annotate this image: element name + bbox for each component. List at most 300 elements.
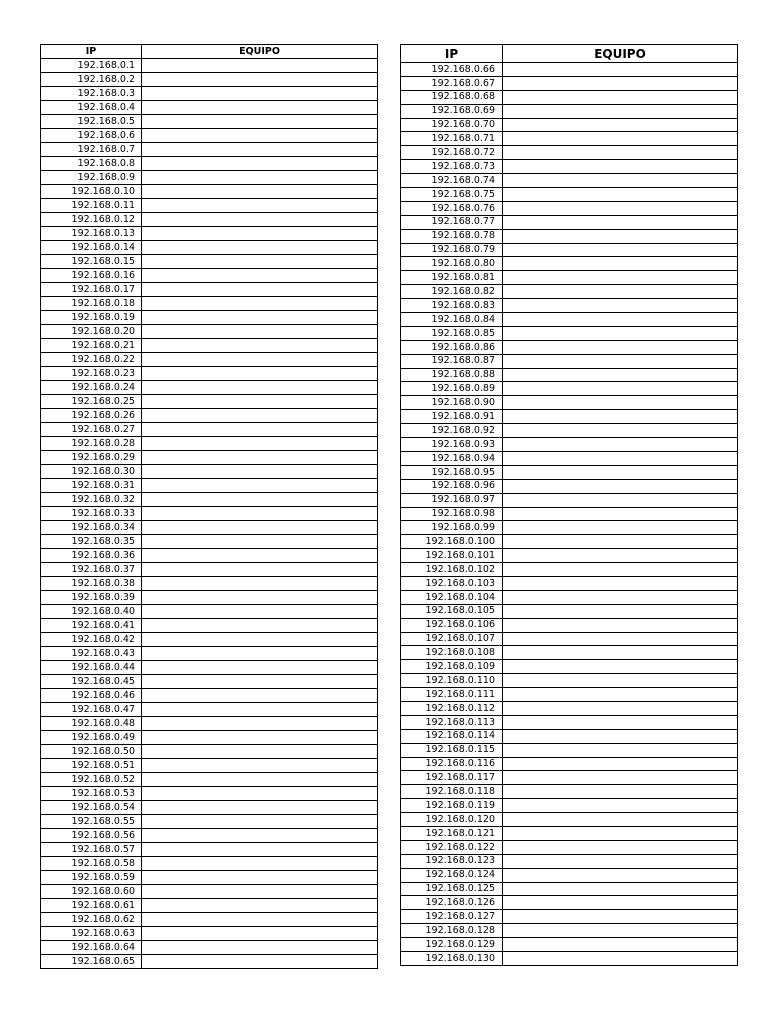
table-row xyxy=(401,771,738,785)
table-row xyxy=(41,283,378,297)
ip-address-cell: 192.168.0.85 xyxy=(401,326,503,340)
table-row xyxy=(41,955,378,969)
equipo-cell[interactable] xyxy=(142,493,378,507)
table-row xyxy=(41,185,378,199)
ip-address-cell: 192.168.0.27 xyxy=(41,423,142,437)
equipo-cell[interactable] xyxy=(503,285,738,299)
equipo-cell[interactable] xyxy=(503,326,738,340)
equipo-cell[interactable] xyxy=(503,299,738,313)
equipo-cell[interactable] xyxy=(503,146,738,160)
equipo-cell[interactable] xyxy=(142,129,378,143)
equipo-cell[interactable] xyxy=(503,604,738,618)
ip-address-cell: 192.168.0.129 xyxy=(401,938,503,952)
table-row xyxy=(401,924,738,938)
table-row xyxy=(41,689,378,703)
equipo-cell[interactable] xyxy=(142,885,378,899)
equipo-cell[interactable] xyxy=(142,213,378,227)
equipo-cell[interactable] xyxy=(503,854,738,868)
ip-address-cell: 192.168.0.1 xyxy=(41,59,142,73)
equipo-cell[interactable] xyxy=(142,171,378,185)
table-row xyxy=(401,271,738,285)
ip-address-cell: 192.168.0.64 xyxy=(41,941,142,955)
ip-address-cell: 192.168.0.50 xyxy=(41,745,142,759)
ip-address-cell: 192.168.0.78 xyxy=(401,229,503,243)
ip-address-cell: 192.168.0.67 xyxy=(401,76,503,90)
ip-address-cell: 192.168.0.15 xyxy=(41,255,142,269)
ip-address-cell: 192.168.0.75 xyxy=(401,188,503,202)
equipo-cell[interactable] xyxy=(503,535,738,549)
equipo-cell[interactable] xyxy=(503,813,738,827)
equipo-cell[interactable] xyxy=(503,132,738,146)
ip-address-cell: 192.168.0.76 xyxy=(401,201,503,215)
equipo-cell[interactable] xyxy=(142,381,378,395)
table-row xyxy=(401,104,738,118)
table-row xyxy=(401,701,738,715)
equipo-cell[interactable] xyxy=(142,871,378,885)
equipo-cell[interactable] xyxy=(503,340,738,354)
ip-address-cell: 192.168.0.14 xyxy=(41,241,142,255)
ip-address-cell: 192.168.0.54 xyxy=(41,801,142,815)
table-row xyxy=(41,311,378,325)
table-row xyxy=(41,815,378,829)
table-row xyxy=(41,773,378,787)
table-row xyxy=(401,826,738,840)
equipo-cell[interactable] xyxy=(142,787,378,801)
table-row xyxy=(41,731,378,745)
table-row xyxy=(401,368,738,382)
table-row xyxy=(401,465,738,479)
ip-address-cell: 192.168.0.53 xyxy=(41,787,142,801)
table-row xyxy=(41,339,378,353)
equipo-cell[interactable] xyxy=(503,160,738,174)
ip-address-cell: 192.168.0.35 xyxy=(41,535,142,549)
equipo-cell[interactable] xyxy=(142,507,378,521)
equipo-cell[interactable] xyxy=(503,674,738,688)
table-row xyxy=(41,73,378,87)
table-row xyxy=(41,171,378,185)
equipo-cell[interactable] xyxy=(142,745,378,759)
table-row xyxy=(401,757,738,771)
equipo-cell[interactable] xyxy=(142,549,378,563)
equipo-cell[interactable] xyxy=(142,857,378,871)
table-row xyxy=(41,801,378,815)
equipo-cell[interactable] xyxy=(503,757,738,771)
equipo-cell[interactable] xyxy=(503,410,738,424)
table-row xyxy=(41,115,378,129)
table-header-row xyxy=(41,45,378,59)
ip-address-cell: 192.168.0.95 xyxy=(401,465,503,479)
equipo-cell[interactable] xyxy=(142,535,378,549)
equipo-cell[interactable] xyxy=(503,465,738,479)
equipo-cell[interactable] xyxy=(503,313,738,327)
equipo-cell[interactable] xyxy=(142,801,378,815)
equipo-cell[interactable] xyxy=(142,829,378,843)
ip-address-cell: 192.168.0.124 xyxy=(401,868,503,882)
equipo-cell[interactable] xyxy=(503,729,738,743)
ip-address-cell: 192.168.0.96 xyxy=(401,479,503,493)
ip-address-cell: 192.168.0.88 xyxy=(401,368,503,382)
table-row xyxy=(401,63,738,77)
ip-address-cell: 192.168.0.72 xyxy=(401,146,503,160)
equipo-cell[interactable] xyxy=(503,785,738,799)
equipo-cell[interactable] xyxy=(142,353,378,367)
equipo-cell[interactable] xyxy=(142,367,378,381)
equipo-cell[interactable] xyxy=(503,868,738,882)
table-row xyxy=(41,661,378,675)
table-row xyxy=(41,913,378,927)
ip-address-cell: 192.168.0.55 xyxy=(41,815,142,829)
equipo-column-header: EQUIPO xyxy=(503,45,738,63)
equipo-cell[interactable] xyxy=(503,549,738,563)
ip-address-cell: 192.168.0.9 xyxy=(41,171,142,185)
equipo-cell[interactable] xyxy=(142,339,378,353)
equipo-cell[interactable] xyxy=(503,174,738,188)
equipo-cell[interactable] xyxy=(142,283,378,297)
equipo-cell[interactable] xyxy=(503,451,738,465)
ip-address-cell: 192.168.0.87 xyxy=(401,354,503,368)
equipo-cell[interactable] xyxy=(503,368,738,382)
table-row xyxy=(41,521,378,535)
equipo-cell[interactable] xyxy=(503,799,738,813)
table-row xyxy=(401,563,738,577)
equipo-cell[interactable] xyxy=(142,73,378,87)
equipo-cell[interactable] xyxy=(503,257,738,271)
equipo-cell[interactable] xyxy=(142,465,378,479)
equipo-cell[interactable] xyxy=(503,618,738,632)
equipo-cell[interactable] xyxy=(503,507,738,521)
equipo-cell[interactable] xyxy=(142,241,378,255)
equipo-cell[interactable] xyxy=(503,382,738,396)
ip-address-cell: 192.168.0.84 xyxy=(401,313,503,327)
equipo-cell[interactable] xyxy=(142,759,378,773)
equipo-cell[interactable] xyxy=(142,325,378,339)
ip-address-cell: 192.168.0.8 xyxy=(41,157,142,171)
table-row xyxy=(41,647,378,661)
table-row xyxy=(41,101,378,115)
table-row xyxy=(401,201,738,215)
equipo-cell[interactable] xyxy=(142,927,378,941)
table-row xyxy=(401,952,738,966)
table-row xyxy=(401,132,738,146)
equipo-cell[interactable] xyxy=(142,843,378,857)
equipo-cell[interactable] xyxy=(503,479,738,493)
equipo-cell[interactable] xyxy=(503,590,738,604)
table-row xyxy=(401,590,738,604)
equipo-cell[interactable] xyxy=(503,243,738,257)
ip-address-cell: 192.168.0.106 xyxy=(401,618,503,632)
ip-address-cell: 192.168.0.10 xyxy=(41,185,142,199)
equipo-cell[interactable] xyxy=(503,104,738,118)
ip-address-cell: 192.168.0.105 xyxy=(401,604,503,618)
ip-address-cell: 192.168.0.32 xyxy=(41,493,142,507)
table-row xyxy=(41,157,378,171)
equipo-cell[interactable] xyxy=(503,952,738,966)
ip-address-cell: 192.168.0.26 xyxy=(41,409,142,423)
equipo-cell[interactable] xyxy=(142,255,378,269)
table-header-row xyxy=(401,45,738,63)
ip-address-cell: 192.168.0.66 xyxy=(401,63,503,77)
ip-address-cell: 192.168.0.102 xyxy=(401,563,503,577)
ip-address-cell: 192.168.0.4 xyxy=(41,101,142,115)
equipo-cell[interactable] xyxy=(142,395,378,409)
table-row xyxy=(41,255,378,269)
equipo-cell[interactable] xyxy=(142,227,378,241)
table-row xyxy=(401,160,738,174)
equipo-cell[interactable] xyxy=(142,521,378,535)
table-row xyxy=(401,854,738,868)
ip-address-cell: 192.168.0.23 xyxy=(41,367,142,381)
table-row xyxy=(401,868,738,882)
equipo-cell[interactable] xyxy=(503,910,738,924)
table-row xyxy=(401,785,738,799)
table-row xyxy=(41,241,378,255)
table-row xyxy=(401,507,738,521)
ip-address-cell: 192.168.0.17 xyxy=(41,283,142,297)
table-row xyxy=(41,269,378,283)
table-row xyxy=(41,59,378,73)
equipo-cell[interactable] xyxy=(503,646,738,660)
equipo-cell[interactable] xyxy=(503,771,738,785)
equipo-cell[interactable] xyxy=(142,479,378,493)
equipo-cell[interactable] xyxy=(142,451,378,465)
equipo-cell[interactable] xyxy=(503,938,738,952)
ip-address-cell: 192.168.0.120 xyxy=(401,813,503,827)
table-row xyxy=(401,882,738,896)
equipo-cell[interactable] xyxy=(142,773,378,787)
table-row xyxy=(41,605,378,619)
equipo-cell[interactable] xyxy=(142,311,378,325)
equipo-cell[interactable] xyxy=(503,493,738,507)
equipo-cell[interactable] xyxy=(503,229,738,243)
ip-address-cell: 192.168.0.126 xyxy=(401,896,503,910)
equipo-cell[interactable] xyxy=(142,87,378,101)
equipo-cell[interactable] xyxy=(503,76,738,90)
table-row xyxy=(401,493,738,507)
ip-address-cell: 192.168.0.116 xyxy=(401,757,503,771)
ip-address-cell: 192.168.0.93 xyxy=(401,438,503,452)
ip-address-cell: 192.168.0.79 xyxy=(401,243,503,257)
ip-address-cell: 192.168.0.82 xyxy=(401,285,503,299)
equipo-cell[interactable] xyxy=(142,297,378,311)
equipo-cell[interactable] xyxy=(503,90,738,104)
table-row xyxy=(41,745,378,759)
table-row xyxy=(41,227,378,241)
ip-address-cell: 192.168.0.71 xyxy=(401,132,503,146)
table-row xyxy=(41,535,378,549)
table-row xyxy=(401,604,738,618)
ip-address-cell: 192.168.0.34 xyxy=(41,521,142,535)
ip-address-cell: 192.168.0.111 xyxy=(401,688,503,702)
ip-address-cell: 192.168.0.57 xyxy=(41,843,142,857)
ip-address-cell: 192.168.0.33 xyxy=(41,507,142,521)
table-row xyxy=(401,215,738,229)
equipo-cell[interactable] xyxy=(503,896,738,910)
equipo-cell[interactable] xyxy=(503,701,738,715)
equipo-cell[interactable] xyxy=(142,675,378,689)
ip-address-cell: 192.168.0.80 xyxy=(401,257,503,271)
equipo-cell[interactable] xyxy=(503,396,738,410)
equipo-cell[interactable] xyxy=(503,840,738,854)
ip-address-cell: 192.168.0.99 xyxy=(401,521,503,535)
equipo-cell[interactable] xyxy=(142,899,378,913)
equipo-cell[interactable] xyxy=(503,424,738,438)
ip-address-cell: 192.168.0.122 xyxy=(401,840,503,854)
ip-address-cell: 192.168.0.25 xyxy=(41,395,142,409)
table-row xyxy=(41,479,378,493)
equipo-cell[interactable] xyxy=(142,619,378,633)
table-row xyxy=(401,90,738,104)
equipo-cell[interactable] xyxy=(142,101,378,115)
ip-address-cell: 192.168.0.19 xyxy=(41,311,142,325)
equipo-cell[interactable] xyxy=(503,271,738,285)
table-row xyxy=(401,410,738,424)
ip-address-cell: 192.168.0.68 xyxy=(401,90,503,104)
table-row xyxy=(41,325,378,339)
ip-address-cell: 192.168.0.125 xyxy=(401,882,503,896)
equipo-cell[interactable] xyxy=(142,409,378,423)
equipo-cell[interactable] xyxy=(503,882,738,896)
ip-address-cell: 192.168.0.24 xyxy=(41,381,142,395)
table-row xyxy=(401,313,738,327)
ip-address-cell: 192.168.0.20 xyxy=(41,325,142,339)
table-row xyxy=(401,632,738,646)
equipo-cell[interactable] xyxy=(142,577,378,591)
equipo-cell[interactable] xyxy=(142,605,378,619)
equipo-cell[interactable] xyxy=(503,660,738,674)
equipo-cell[interactable] xyxy=(503,715,738,729)
ip-address-cell: 192.168.0.130 xyxy=(401,952,503,966)
equipo-cell[interactable] xyxy=(503,438,738,452)
equipo-cell[interactable] xyxy=(503,563,738,577)
ip-address-cell: 192.168.0.2 xyxy=(41,73,142,87)
equipo-cell[interactable] xyxy=(142,955,378,969)
ip-address-cell: 192.168.0.5 xyxy=(41,115,142,129)
table-row xyxy=(41,941,378,955)
equipo-cell[interactable] xyxy=(142,59,378,73)
ip-address-cell: 192.168.0.100 xyxy=(401,535,503,549)
ip-column-header: IP xyxy=(401,45,503,63)
equipo-cell[interactable] xyxy=(142,717,378,731)
table-row xyxy=(41,675,378,689)
table-body xyxy=(401,63,738,966)
ip-address-cell: 192.168.0.91 xyxy=(401,410,503,424)
ip-address-cell: 192.168.0.83 xyxy=(401,299,503,313)
ip-address-cell: 192.168.0.30 xyxy=(41,465,142,479)
equipo-cell[interactable] xyxy=(142,815,378,829)
equipo-cell[interactable] xyxy=(142,563,378,577)
equipo-cell[interactable] xyxy=(142,731,378,745)
ip-address-cell: 192.168.0.22 xyxy=(41,353,142,367)
equipo-cell[interactable] xyxy=(503,826,738,840)
ip-address-cell: 192.168.0.47 xyxy=(41,703,142,717)
equipo-cell[interactable] xyxy=(142,633,378,647)
equipo-cell[interactable] xyxy=(503,63,738,77)
equipo-cell[interactable] xyxy=(503,354,738,368)
equipo-cell[interactable] xyxy=(142,689,378,703)
equipo-cell[interactable] xyxy=(142,423,378,437)
ip-address-cell: 192.168.0.90 xyxy=(401,396,503,410)
equipo-cell[interactable] xyxy=(142,157,378,171)
ip-address-cell: 192.168.0.13 xyxy=(41,227,142,241)
equipo-cell[interactable] xyxy=(142,269,378,283)
table-row xyxy=(41,857,378,871)
ip-address-cell: 192.168.0.41 xyxy=(41,619,142,633)
equipo-cell[interactable] xyxy=(503,743,738,757)
table-row xyxy=(401,896,738,910)
equipo-cell[interactable] xyxy=(503,118,738,132)
equipo-cell[interactable] xyxy=(142,661,378,675)
table-row xyxy=(41,633,378,647)
ip-address-cell: 192.168.0.104 xyxy=(401,590,503,604)
table-row xyxy=(41,87,378,101)
table-row xyxy=(41,297,378,311)
ip-address-cell: 192.168.0.128 xyxy=(401,924,503,938)
equipo-cell[interactable] xyxy=(503,924,738,938)
table-row xyxy=(401,382,738,396)
table-row xyxy=(401,618,738,632)
equipo-cell[interactable] xyxy=(503,632,738,646)
ip-address-cell: 192.168.0.113 xyxy=(401,715,503,729)
ip-address-cell: 192.168.0.60 xyxy=(41,885,142,899)
equipo-cell[interactable] xyxy=(142,437,378,451)
ip-address-cell: 192.168.0.94 xyxy=(401,451,503,465)
equipo-cell[interactable] xyxy=(503,215,738,229)
table-row xyxy=(401,438,738,452)
equipo-cell[interactable] xyxy=(142,941,378,955)
equipo-cell[interactable] xyxy=(142,199,378,213)
equipo-cell[interactable] xyxy=(503,188,738,202)
ip-address-cell: 192.168.0.42 xyxy=(41,633,142,647)
ip-address-cell: 192.168.0.89 xyxy=(401,382,503,396)
ip-address-cell: 192.168.0.43 xyxy=(41,647,142,661)
ip-address-cell: 192.168.0.74 xyxy=(401,174,503,188)
equipo-cell[interactable] xyxy=(503,576,738,590)
equipo-cell[interactable] xyxy=(142,913,378,927)
equipo-cell[interactable] xyxy=(142,703,378,717)
equipo-cell[interactable] xyxy=(142,185,378,199)
table-row xyxy=(401,646,738,660)
equipo-cell[interactable] xyxy=(142,143,378,157)
table-row xyxy=(41,213,378,227)
table-row xyxy=(41,577,378,591)
table-row xyxy=(41,563,378,577)
equipo-cell[interactable] xyxy=(503,521,738,535)
table-row xyxy=(401,451,738,465)
ip-address-cell: 192.168.0.77 xyxy=(401,215,503,229)
table-row xyxy=(401,299,738,313)
ip-address-cell: 192.168.0.18 xyxy=(41,297,142,311)
equipo-cell[interactable] xyxy=(142,115,378,129)
ip-address-cell: 192.168.0.108 xyxy=(401,646,503,660)
equipo-cell[interactable] xyxy=(503,688,738,702)
ip-address-cell: 192.168.0.39 xyxy=(41,591,142,605)
ip-address-cell: 192.168.0.28 xyxy=(41,437,142,451)
table-row xyxy=(41,619,378,633)
table-row xyxy=(41,703,378,717)
equipo-cell[interactable] xyxy=(142,591,378,605)
ip-address-cell: 192.168.0.7 xyxy=(41,143,142,157)
ip-address-cell: 192.168.0.11 xyxy=(41,199,142,213)
ip-address-cell: 192.168.0.123 xyxy=(401,854,503,868)
table-row xyxy=(401,715,738,729)
ip-address-cell: 192.168.0.73 xyxy=(401,160,503,174)
equipo-cell[interactable] xyxy=(503,201,738,215)
table-row xyxy=(41,129,378,143)
ip-address-cell: 192.168.0.110 xyxy=(401,674,503,688)
equipo-cell[interactable] xyxy=(142,647,378,661)
table-row xyxy=(401,257,738,271)
ip-address-cell: 192.168.0.59 xyxy=(41,871,142,885)
